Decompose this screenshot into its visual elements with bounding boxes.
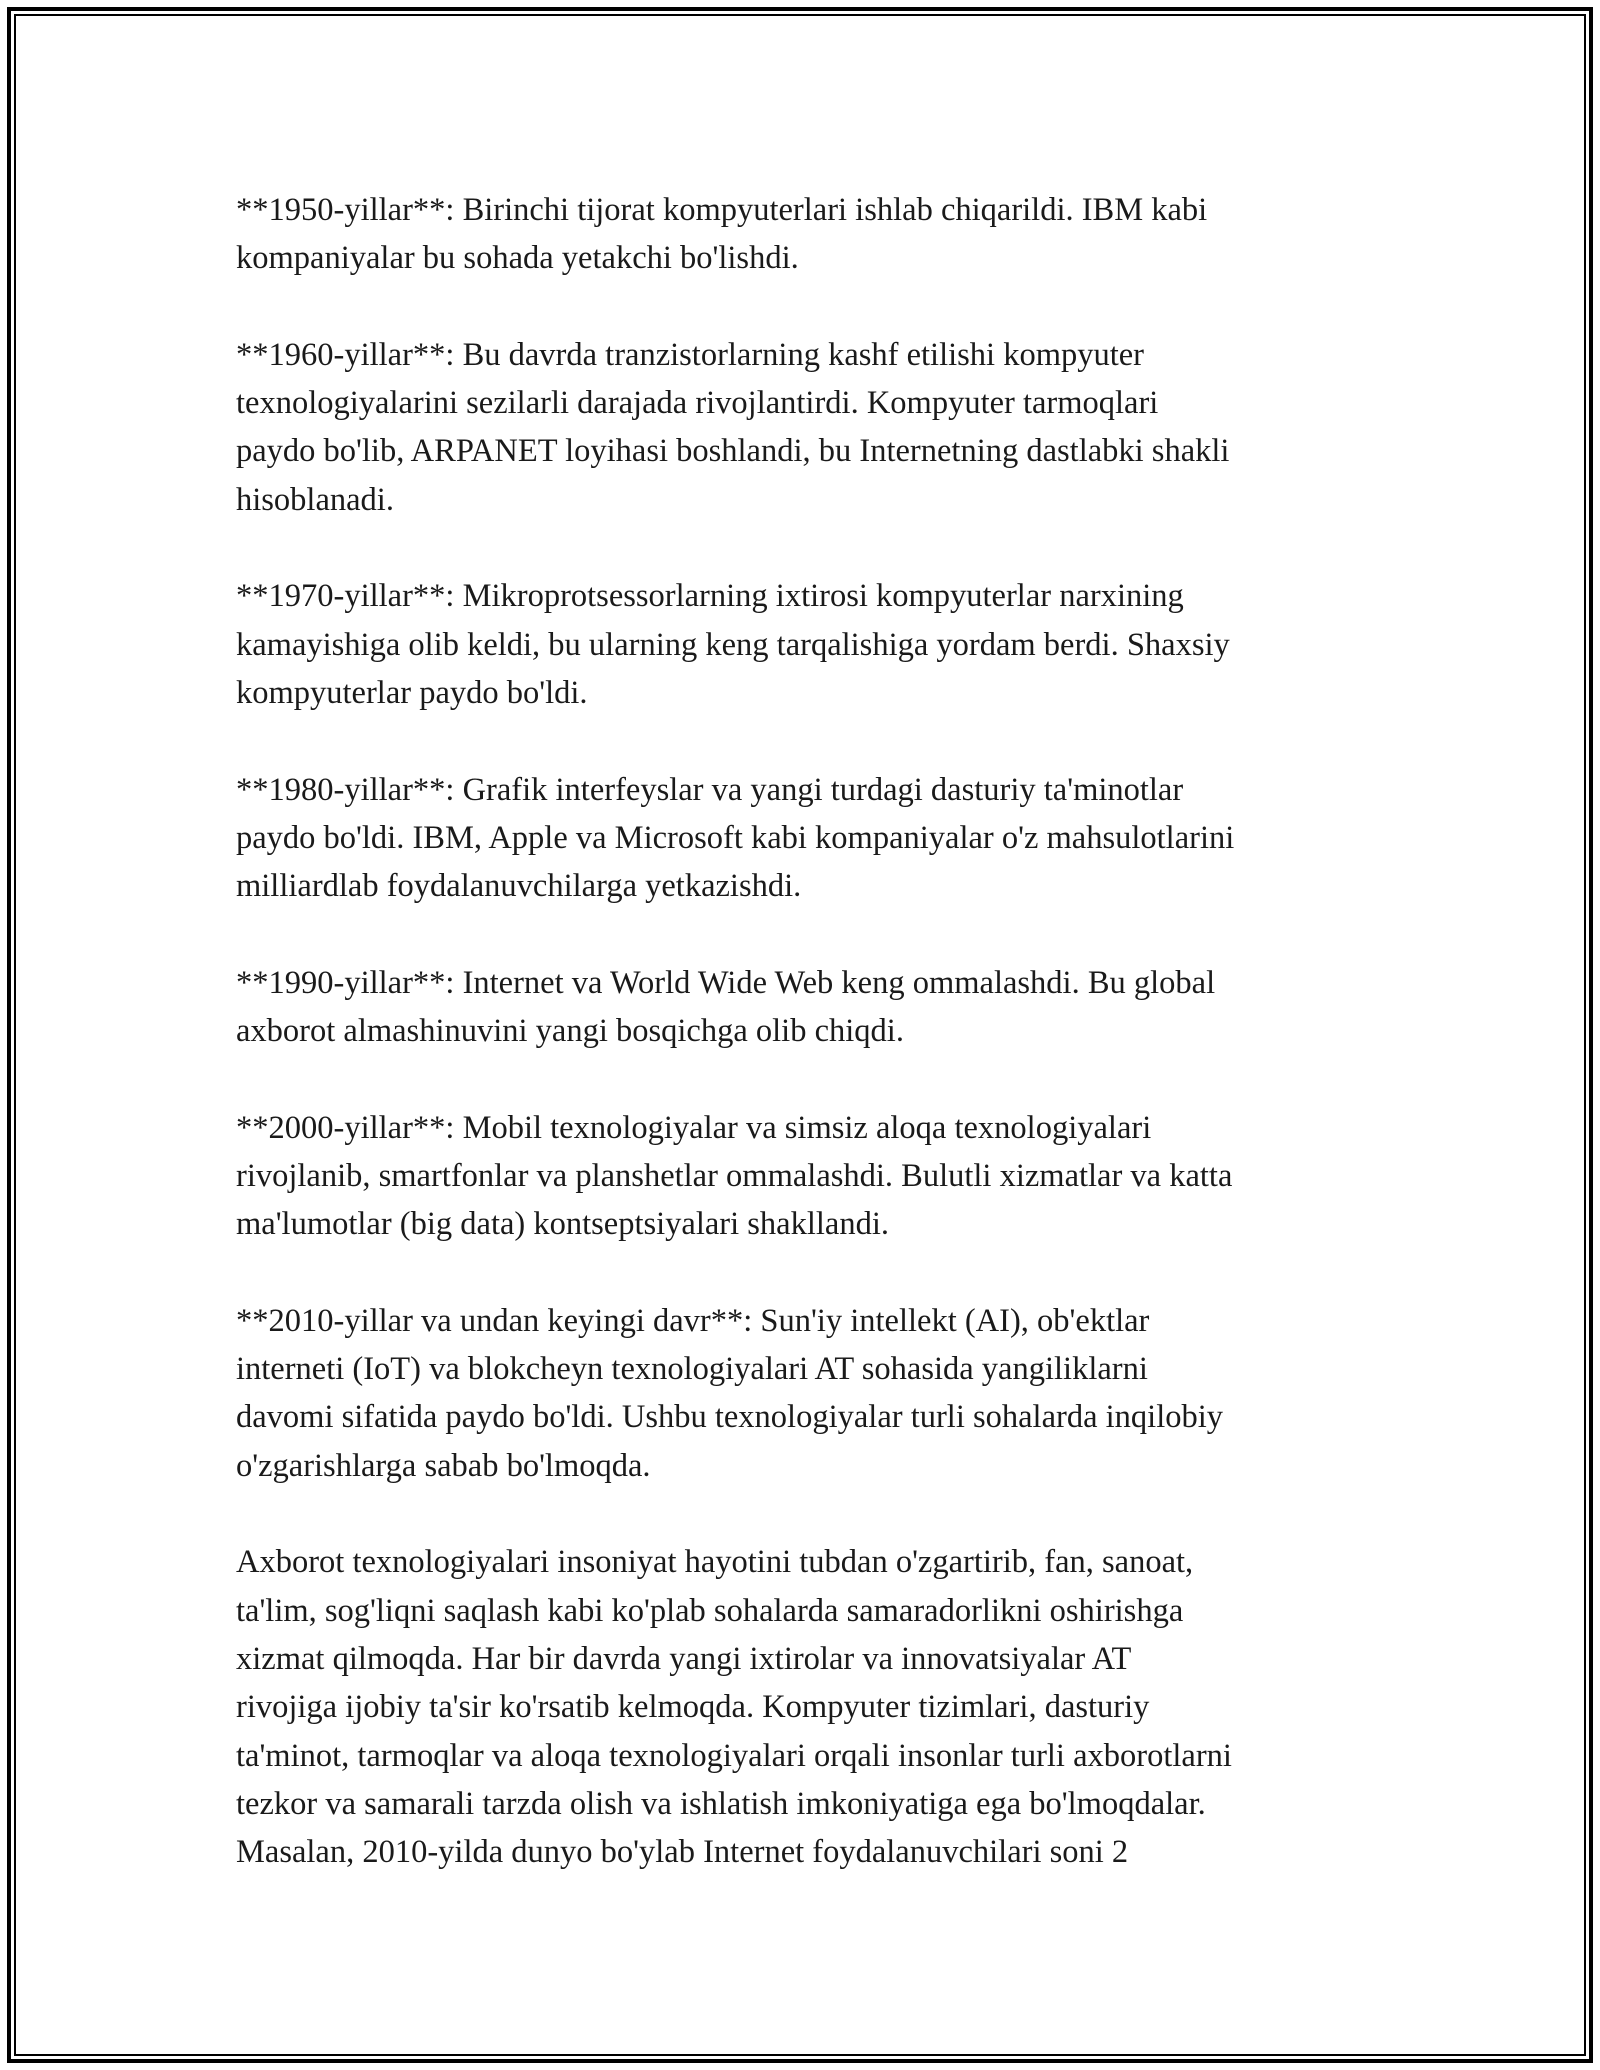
paragraph-summary: Axborot texnologiyalari insoniyat hayotini tubdan o'zgartirib, fan, sanoat, ta'lim, sog'liqni saqlash kabi ko'plab sohalarda samaradorlikni oshirishga xizmat qilmoqda. Har bir davrda yangi ixtirolar va innovatsiyalar AT rivojiga ijobiy ta'sir ko'rsatib kelmoqda. Kompyuter tizimlari, dasturiy ta'minot, tarmoqlar va aloqa texnologiyalari orqali insonlar turli axborotlarni tezkor va samarali tarzda olish va ishlatish imkoniyatiga ega bo'lmoqdalar. Masalan, 2010-yilda dunyo bo'ylab Internet foydalanuvchilari soni 2: [236, 1544, 1232, 1871]
paragraph-1970s: **1970-yillar**: Mikroprotsessorlarning ixtirosi kompyuterlar narxining kamayishiga olib keldi, bu ularning keng tarqalishiga yordam berdi. Shaxsiy kompyuterlar paydo bo'ldi.: [236, 578, 1230, 711]
paragraph-2000s: **2000-yillar**: Mobil texnologiyalar va simsiz aloqa texnologiyalari rivojlanib, smartfonlar va planshetlar ommalashdi. Bulutli xizmatlar va katta ma'lumotlar (big data) kontseptsiyalari shakllandi.: [236, 1109, 1233, 1243]
paragraph-1990s: **1990-yillar**: Internet va World Wide Web keng ommalashdi. Bu global axborot almashinuvini yangi bosqichga olib chiqdi.: [236, 964, 1216, 1050]
paragraph-1980s: **1980-yillar**: Grafik interfeyslar va yangi turdagi dasturiy ta'minotlar paydo bo'ldi. IBM, Apple va Microsoft kabi kompaniyalar o'z mahsulotlarini milliardlab foydalanuvchilarga yetkazishdi.: [236, 771, 1235, 905]
paragraph-1960s: **1960-yillar**: Bu davrda tranzistorlarning kashf etilishi kompyuter texnologiyalarini sezilarli darajada rivojlantirdi. Kompyuter tarmoqlari paydo bo'lib, ARPANET loyihasi boshlandi, bu Internetning dastlabki shakli hisoblanadi.: [236, 336, 1230, 518]
paragraph-2010s: **2010-yillar va undan keyingi davr**: Sun'iy intellekt (AI), ob'ektlar interneti (IoT) va blokcheyn texnologiyalari AT sohasida yangiliklarni davomi sifatida paydo bo'ldi. Ushbu texnologiyalar turli sohalarda inqilobiy o'zgarishlarga sabab bo'lmoqda.: [236, 1302, 1223, 1484]
document-body: [236, 186, 1396, 1876]
paragraph-1950s: **1950-yillar**: Birinchi tijorat kompyuterlari ishlab chiqarildi. IBM kabi kompaniyalar bu sohada yetakchi bo'lishdi.: [236, 192, 1208, 277]
